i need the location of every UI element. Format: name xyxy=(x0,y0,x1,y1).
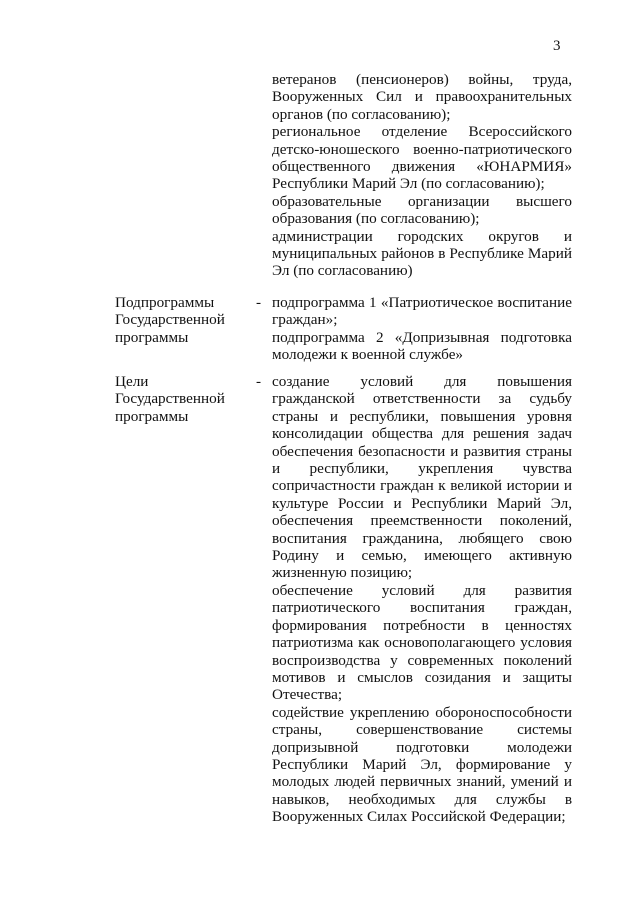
paragraph: администрации городских округов и муниципальных районов в Республике Марий Эл (по согласованию) xyxy=(272,227,572,280)
dash: - xyxy=(256,294,262,311)
subprogram-item: подпрограмма 2 «Допризывная подготовка молодежи к военной службе» xyxy=(272,328,572,364)
paragraph: ветеранов (пенсионеров) войны, труда, Вооруженных Сил и правоохранительных органов (по согласованию); xyxy=(272,71,572,123)
goal-item: создание условий для повышения гражданской ответственности за судьбу страны и республики, повышения уровня консолидации общества для решения задач обеспечения безопасности и развития страны и республики, укрепления чувства сопричастности граждан к великой истории и культуре России и Республики Марий Эл, обеспечения преемственности поколений, воспитания гражданина, любящего свою Родину и семью, имеющего активную жизненную позицию; xyxy=(272,373,572,582)
page-number: 3 xyxy=(553,38,561,54)
subprogram-item: подпрограмма 1 «Патриотическое воспитание граждан»; xyxy=(272,294,572,329)
paragraph: образовательные организации высшего образования (по согласованию); xyxy=(272,192,572,228)
subprograms-list xyxy=(272,294,572,364)
subprograms-label: Подпрограммы Государственной программы xyxy=(115,294,225,346)
participants-continuation xyxy=(272,71,572,280)
goals-label: Цели Государственной программы xyxy=(115,373,225,425)
goal-item: обеспечение условий для развития патриотического воспитания граждан, формирования потребности в ценностях патриотизма как основополагающего условия воспроизводства у современных поколений мотивов и смыслов созидания и защиты Отечества; xyxy=(272,581,572,704)
goals-list xyxy=(272,373,572,826)
goal-item: содействие укреплению обороноспособности страны, совершенствование системы допризывной подготовки молодежи Республики Марий Эл, формирование у молодых людей первичных знаний, умений и навыков, необходимых для службы в Вооруженных Силах Российской Федерации; xyxy=(272,703,572,826)
paragraph: региональное отделение Всероссийского детско-юношеского военно-патриотического общественного движения «ЮНАРМИЯ» Республики Марий Эл (по согласованию); xyxy=(272,123,572,193)
dash: - xyxy=(256,373,262,390)
